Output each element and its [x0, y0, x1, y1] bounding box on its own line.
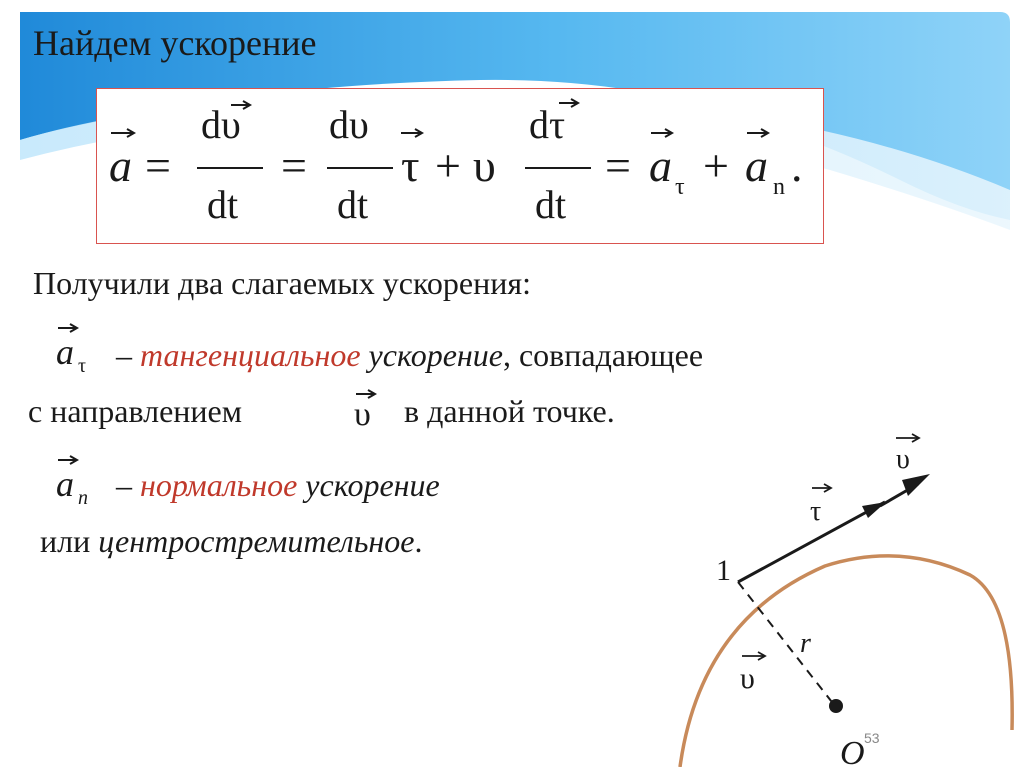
frac3-numerator: dτ [529, 102, 566, 147]
item1-upsilon-vector [352, 388, 384, 434]
item1-sub: τ [78, 355, 87, 377]
frac1-numerator: dυ [201, 102, 241, 147]
item2-line2 [40, 522, 422, 560]
vector-arrow-icon [557, 97, 581, 109]
item2-line1 [116, 466, 440, 504]
frac3-denominator: dt [535, 182, 567, 227]
fraction-bar-1 [197, 167, 263, 169]
formula-period: . [791, 140, 803, 191]
center-point [829, 699, 843, 713]
item1-symbol [56, 322, 90, 377]
item2-symbol [56, 454, 90, 509]
fraction-bar-3 [525, 167, 591, 169]
formula-n-subscript: n [773, 174, 785, 200]
item2-line2b: центростремительное [98, 523, 415, 559]
slide-title: Найдем ускорение [33, 23, 317, 63]
item1-term-rest: ускорение [368, 337, 503, 373]
vector-arrow-icon [229, 99, 253, 111]
page-number: 53 [864, 730, 880, 746]
formula-plus-2: + [703, 140, 729, 191]
frac2-numerator: dυ [329, 102, 369, 147]
upsilon-left-label: υ [740, 662, 755, 695]
item1-line2a: с направлением [28, 393, 242, 429]
item1-desc: , совпадающее [502, 337, 704, 373]
item1-dash: – [116, 337, 132, 373]
item2-a: a [56, 464, 74, 504]
item1-term: тангенциальное [140, 337, 361, 373]
vector-arrow-icon [109, 127, 137, 139]
tau-label: τ [810, 496, 822, 527]
item1-line2b: в данной точке. [404, 393, 615, 429]
vector-arrow-icon [649, 127, 675, 139]
item2-sub: n [78, 487, 88, 509]
center-O-label: O [840, 735, 865, 767]
item1-line1 [116, 336, 703, 374]
trajectory-diagram [640, 430, 1024, 767]
formula-plus-1: + [435, 140, 461, 191]
velocity-arrowhead [902, 474, 930, 496]
intro-text: Получили два слагаемых ускорения: [33, 265, 531, 301]
formula-a: a [109, 140, 132, 191]
upsilon-top-label: υ [896, 444, 910, 475]
formula-box [96, 88, 824, 244]
formula-equals-1: = [145, 140, 171, 191]
formula-a-tau: a [649, 140, 672, 191]
frac1-denominator: dt [207, 182, 239, 227]
item2-line2c: . [414, 523, 423, 559]
formula-a-n: a [745, 140, 768, 191]
radius-r-label: r [800, 628, 811, 659]
vector-arrow-icon [745, 127, 771, 139]
formula-equals-3: = [605, 140, 631, 191]
formula-upsilon: υ [473, 140, 496, 191]
item2-term-rest: ускорение [305, 467, 440, 503]
item2-dash: – [116, 467, 132, 503]
item1-a: a [56, 332, 74, 372]
fraction-bar-2 [327, 167, 393, 169]
item2-line2a: или [40, 523, 91, 559]
vector-arrow-icon [399, 127, 425, 139]
frac2-denominator: dt [337, 182, 369, 227]
item1-line2 [28, 392, 242, 430]
formula-tau-subscript: τ [675, 174, 685, 200]
item1-upsilon: υ [354, 396, 371, 433]
point-1-label: 1 [716, 554, 731, 587]
item2-term: нормальное [140, 467, 298, 503]
formula-equals-2: = [281, 140, 307, 191]
formula-tau: τ [401, 140, 420, 191]
